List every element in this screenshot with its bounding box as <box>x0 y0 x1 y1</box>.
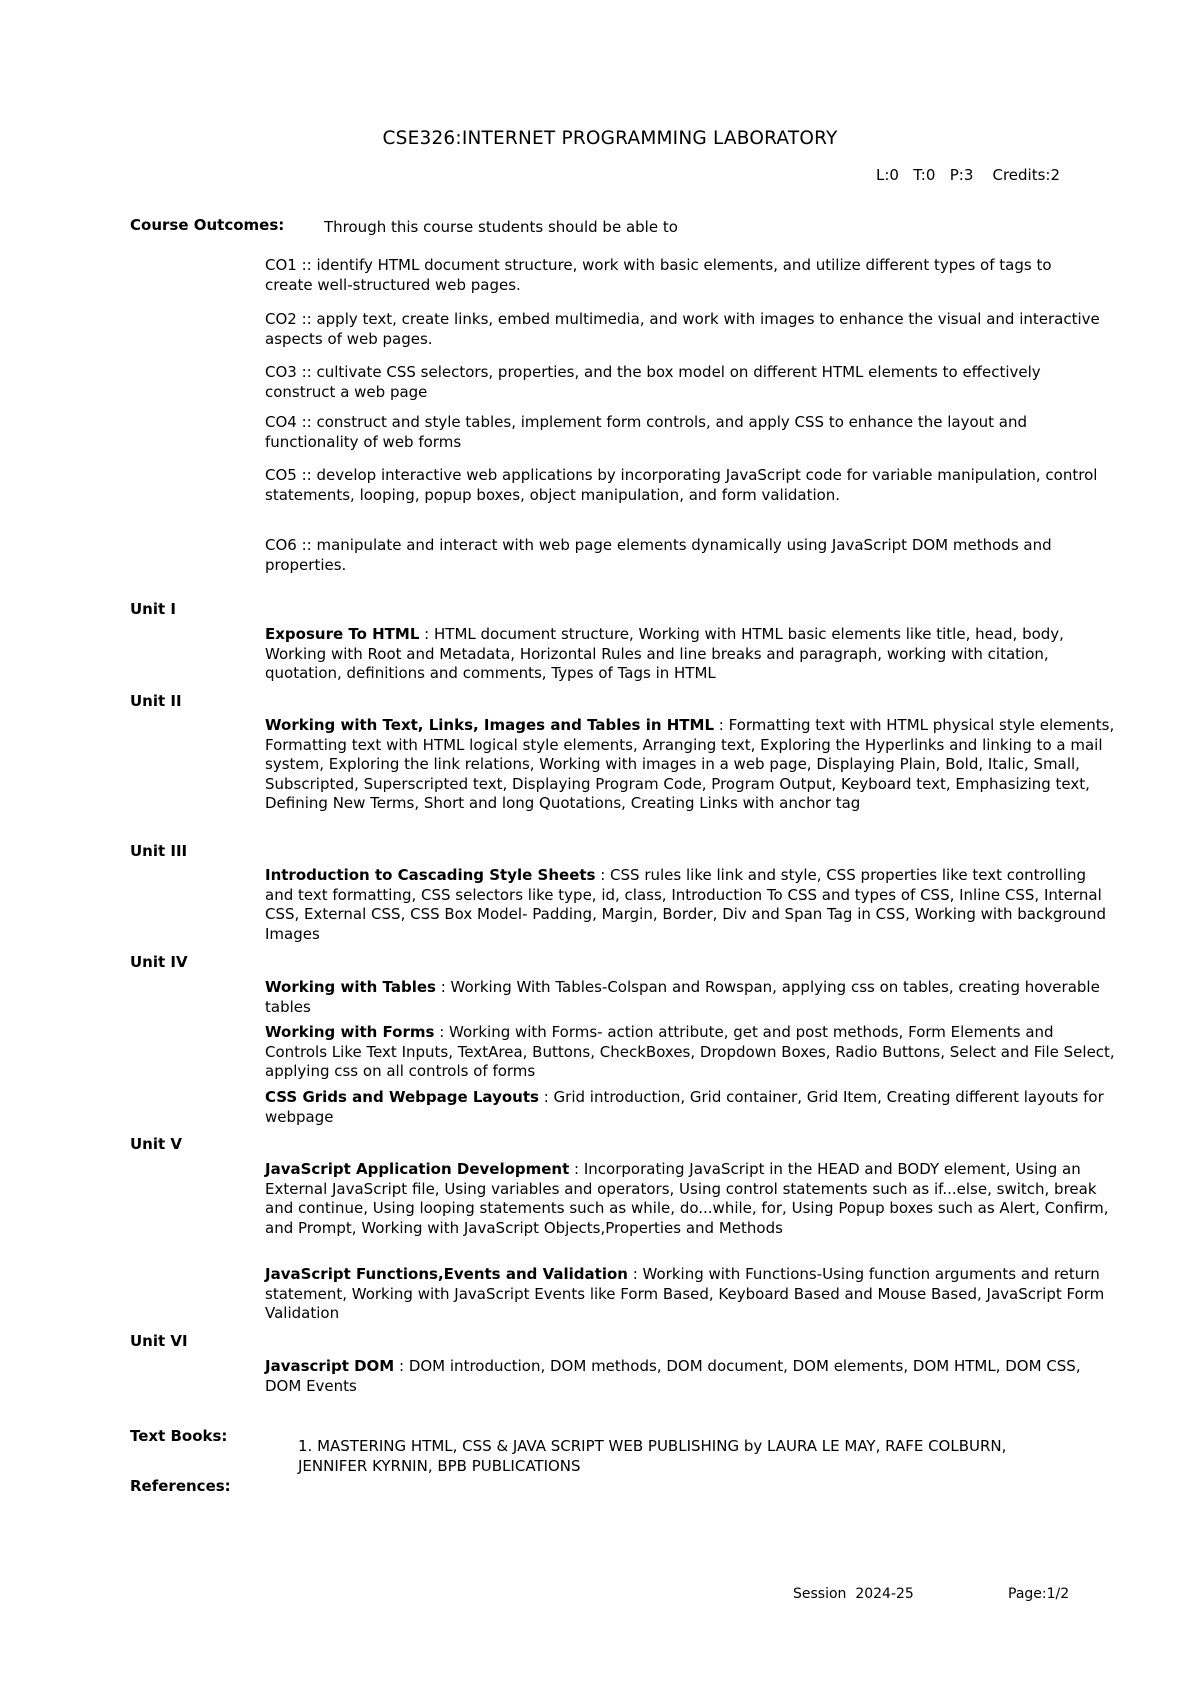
unit-1-content <box>265 625 1115 684</box>
topic-text: : Incorporating JavaScript in the HEAD and BODY element, Using an External JavaScript file, Using variables and operators, Using control statements such as if...else, switch, break and continue, Using looping statements such as while, do...while, for, Using Popup boxes such as Alert, Confirm, and Prompt, Working with JavaScript Objects,Properties and Methods <box>265 1160 1109 1237</box>
unit-4-topic-2 <box>265 1023 1115 1082</box>
unit-2-label: Unit II <box>130 692 182 710</box>
unit-5-label: Unit V <box>130 1135 183 1153</box>
unit-2-content <box>265 716 1115 814</box>
course-outcome-3: CO3 :: cultivate CSS selectors, properties, and the box model on different HTML elements to effectively construct a web page <box>265 363 1041 401</box>
unit-6-topic-1 <box>265 1357 1115 1396</box>
topic-text: : Grid introduction, Grid container, Grid Item, Creating different layouts for webpage <box>265 1088 1104 1126</box>
course-outcome-4: CO4 :: construct and style tables, implement form controls, and apply CSS to enhance the layout and functionality of web forms <box>265 413 1028 451</box>
topic-text: : Working With Tables-Colspan and Rowspan, applying css on tables, creating hoverable tables <box>265 978 1100 1016</box>
unit-6-label: Unit VI <box>130 1332 188 1350</box>
unit-5-topic-2 <box>265 1265 1115 1324</box>
topic-text: : Formatting text with HTML physical style elements, Formatting text with HTML logical style elements, Arranging text, Exploring the Hyperlinks and linking to a mail system, Exploring the link relations, Working with images in a web page, Displaying Plain, Bold, Italic, Small, Subscripted, Superscripted text, Displaying Program Code, Program Output, Keyboard text, Emphasizing text, Defining New Terms, Short and long Quotations, Creating Links with anchor tag <box>265 716 1115 812</box>
tutorial-hours: T:0 <box>913 166 936 184</box>
topic-text: : DOM introduction, DOM methods, DOM document, DOM elements, DOM HTML, DOM CSS, DOM Events <box>265 1357 1081 1395</box>
session-label: Session 2024-25 <box>793 1586 914 1602</box>
course-outcome-5: CO5 :: develop interactive web applications by incorporating JavaScript code for variable manipulation, control statements, looping, popup boxes, object manipulation, and form validation. <box>265 466 1098 504</box>
course-outcome-6: CO6 :: manipulate and interact with web page elements dynamically using JavaScript DOM methods and properties. <box>265 536 1052 574</box>
course-outcomes-label: Course Outcomes: <box>130 216 285 234</box>
topic-text: : Working with Forms- action attribute, get and post methods, Form Elements and Controls Like Text Inputs, TextArea, Buttons, CheckBoxes, Dropdown Boxes, Radio Buttons, Select and File Select, applying css on all controls of forms <box>265 1023 1115 1080</box>
topic-heading: Exposure To HTML <box>265 625 420 643</box>
topic-heading: JavaScript Functions,Events and Validation <box>265 1265 628 1283</box>
topic-heading: Introduction to Cascading Style Sheets <box>265 866 596 884</box>
text-books-label: Text Books: <box>130 1427 228 1445</box>
page-number: Page:1/2 <box>1008 1586 1070 1602</box>
topic-heading: JavaScript Application Development <box>265 1160 570 1178</box>
topic-text: : Working with Functions-Using function arguments and return statement, Working with JavaScript Events like Form Based, Keyboard Based and Mouse Based, JavaScript Form Validation <box>265 1265 1105 1322</box>
unit-3-label: Unit III <box>130 842 188 860</box>
course-outcomes-intro: Through this course students should be able to <box>324 218 678 236</box>
page-title: CSE326:INTERNET PROGRAMMING LABORATORY <box>382 128 838 149</box>
lecture-hours: L:0 <box>876 166 899 184</box>
topic-text: : CSS rules like link and style, CSS properties like text controlling and text formatting, CSS selectors like type, id, class, Introduction To CSS and types of CSS, Inline CSS, Internal CSS, External CSS, CSS Box Model- Padding, Margin, Border, Div and Span Tag in CSS, Working with background Images <box>265 866 1106 943</box>
unit-1-label: Unit I <box>130 600 176 618</box>
course-outcome-1: CO1 :: identify HTML document structure, work with basic elements, and utilize different types of tags to create well-structured web pages. <box>265 256 1052 294</box>
text-book-1: 1. MASTERING HTML, CSS & JAVA SCRIPT WEB PUBLISHING by LAURA LE MAY, RAFE COLBURN, JENNIFER KYRNIN, BPB PUBLICATIONS <box>298 1437 1007 1475</box>
unit-3-topic-1 <box>265 866 1115 944</box>
ltpc-line <box>876 166 1060 186</box>
credits: Credits:2 <box>992 166 1060 184</box>
unit-4-topic-3 <box>265 1088 1115 1127</box>
topic-heading: Working with Text, Links, Images and Tables in HTML <box>265 716 715 734</box>
topic-heading: Javascript DOM <box>265 1357 395 1375</box>
topic-heading: Working with Tables <box>265 978 436 996</box>
unit-1-topic-1 <box>265 625 1115 684</box>
references-label: References: <box>130 1477 231 1495</box>
unit-3-content <box>265 866 1115 944</box>
unit-4-topic-1 <box>265 978 1115 1017</box>
topic-heading: Working with Forms <box>265 1023 435 1041</box>
unit-5-topic-1 <box>265 1160 1115 1238</box>
course-outcome-2: CO2 :: apply text, create links, embed multimedia, and work with images to enhance the visual and interactive aspects of web pages. <box>265 310 1100 348</box>
topic-text: : HTML document structure, Working with HTML basic elements like title, head, body, Working with Root and Metadata, Horizontal Rules and line breaks and paragraph, working with citation, quotation, definitions and comments, Types of Tags in HTML <box>265 625 1064 682</box>
unit-2-topic-1 <box>265 716 1115 814</box>
practical-hours: P:3 <box>949 166 974 184</box>
unit-4-label: Unit IV <box>130 953 188 971</box>
topic-heading: CSS Grids and Webpage Layouts <box>265 1088 539 1106</box>
